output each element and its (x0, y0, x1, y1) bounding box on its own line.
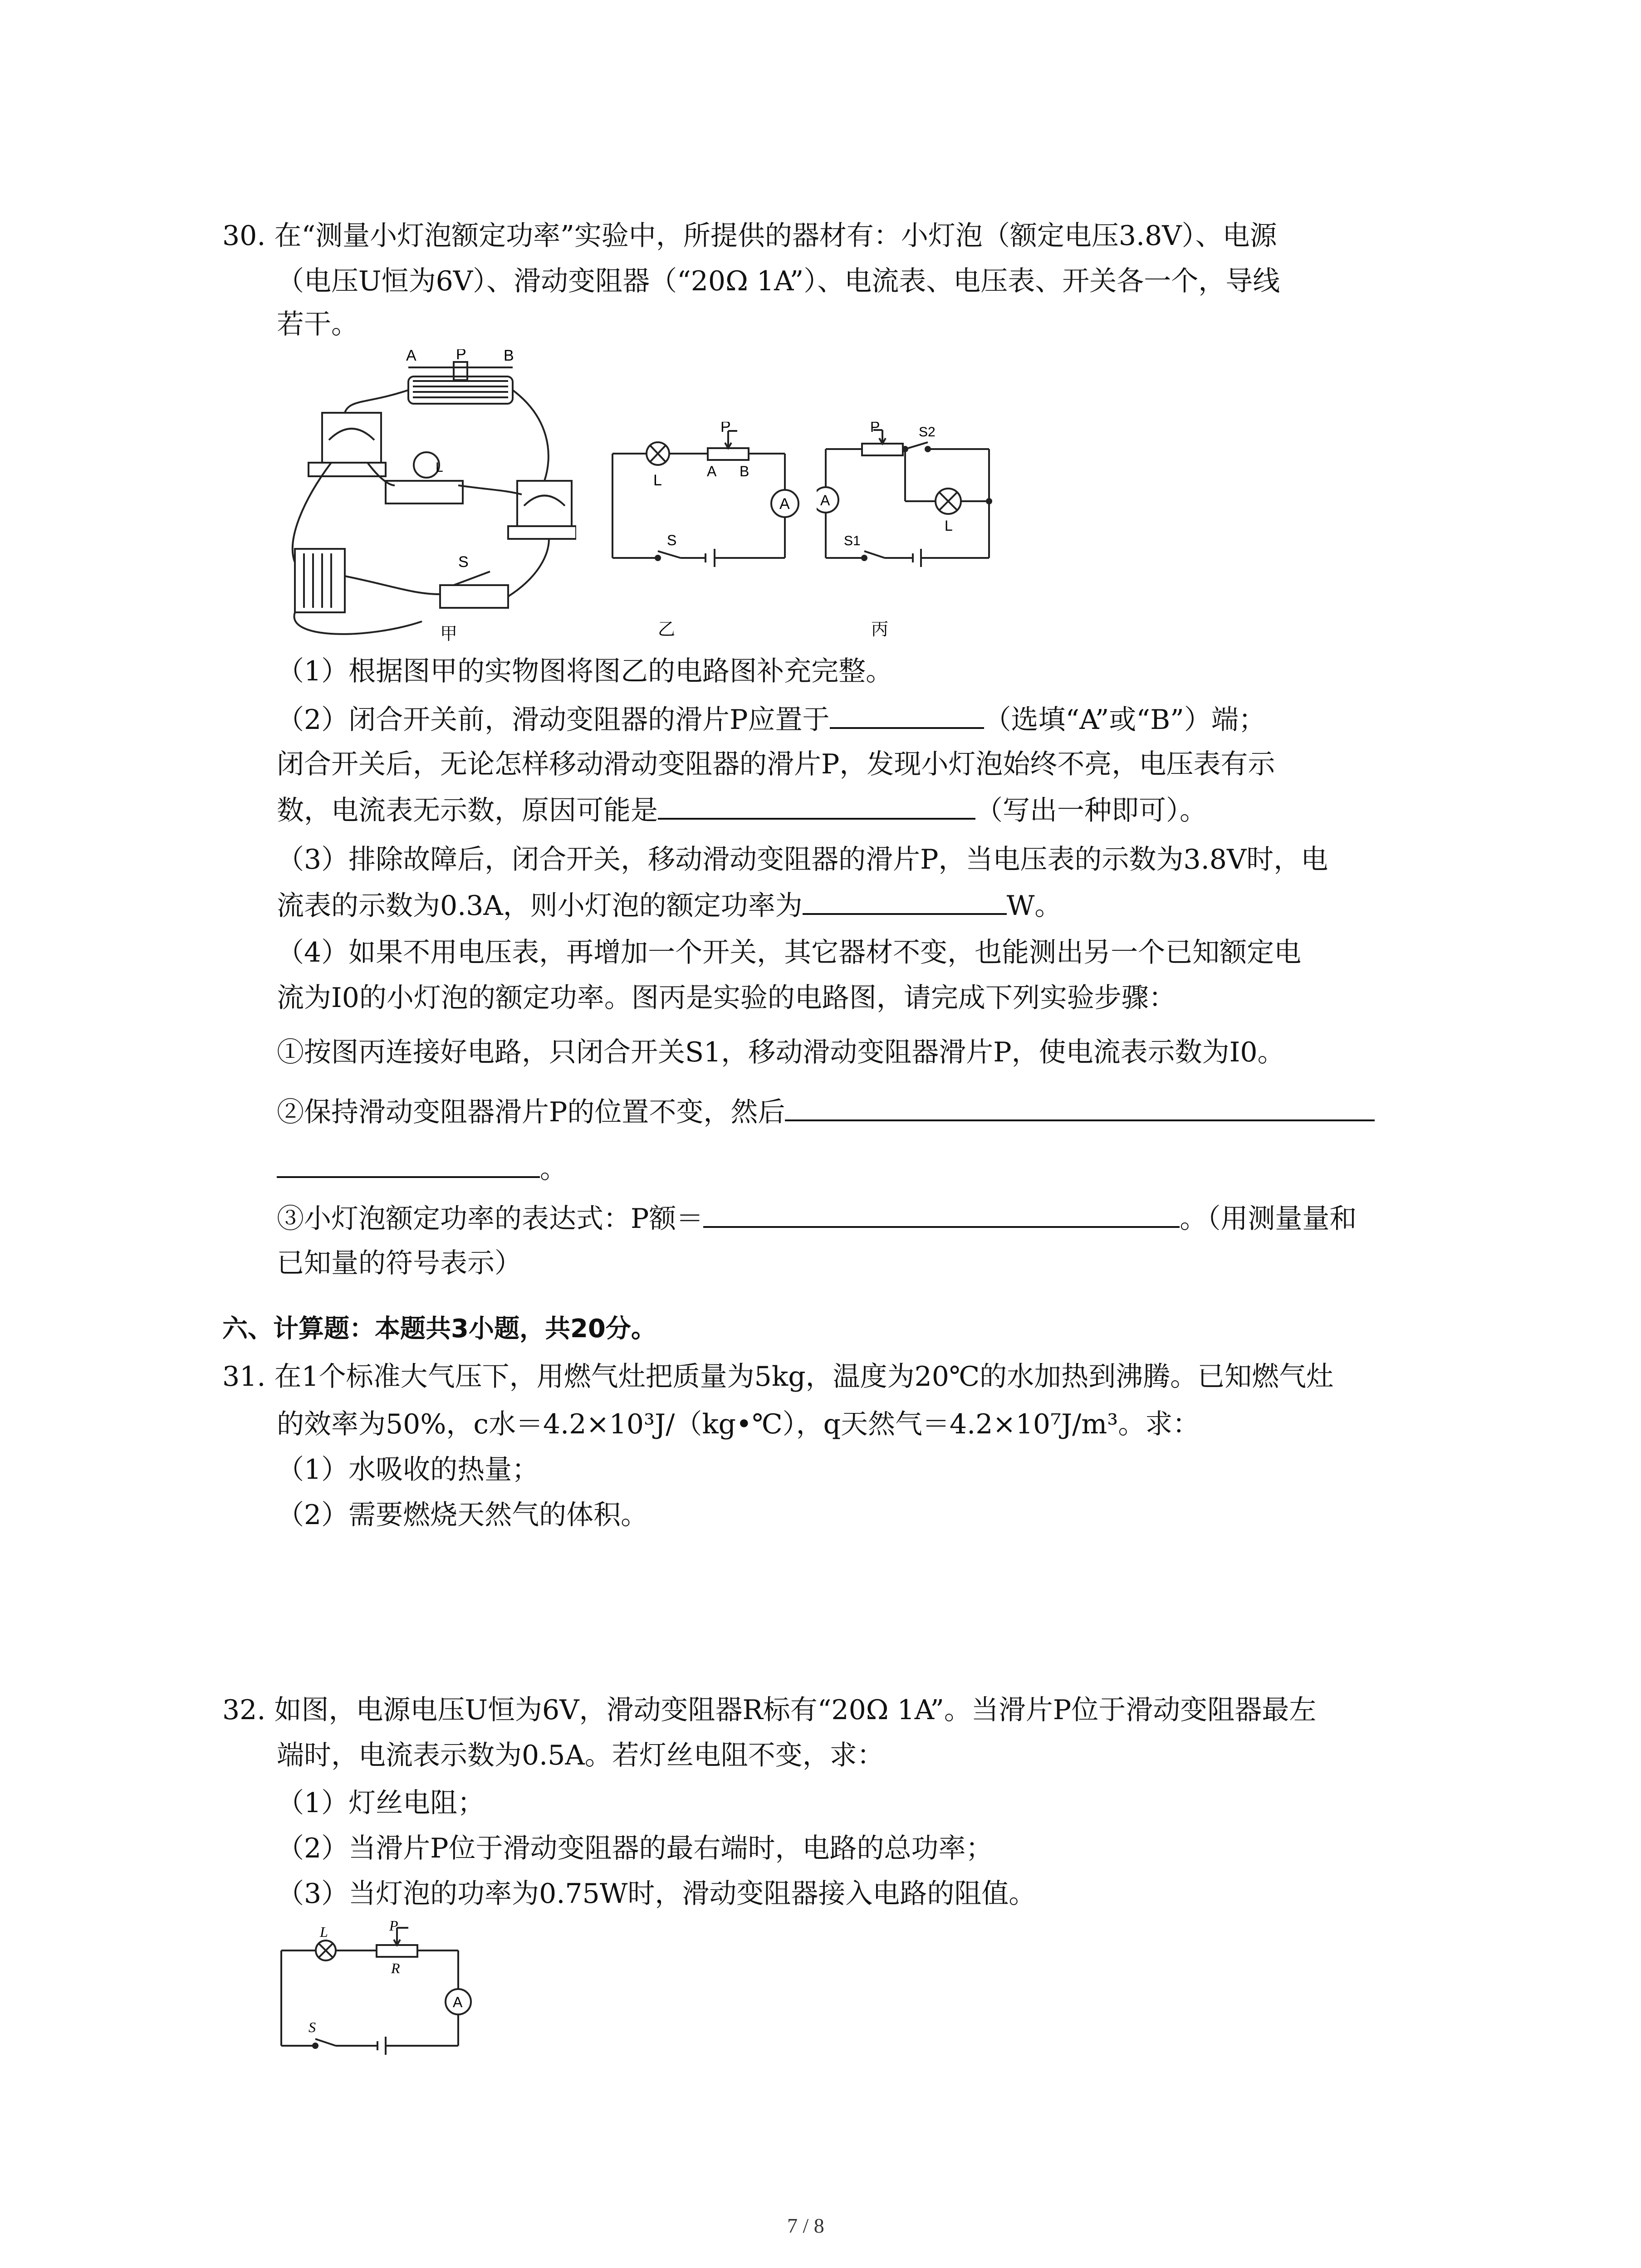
figure-yi-drawing (603, 422, 803, 644)
q30-part3-row1: （3）排除故障后，闭合开关，移动滑动变阻器的滑片P，当电压表的示数为3.8V时，电 (277, 844, 1328, 875)
yi-label-B: B (740, 463, 749, 479)
yi-label-P: P (720, 422, 731, 435)
q32-line2: 端时，电流表示数为0.5A。若灯丝电阻不变，求： (277, 1740, 884, 1771)
q30-step3-text-b: 。（用测量量和 (1180, 1203, 1357, 1235)
bing-label-P: P (870, 422, 880, 435)
q30-step2-answer-blank-1[interactable] (785, 1093, 1375, 1121)
q32-figure (272, 1919, 481, 2064)
bing-label-L: L (945, 518, 953, 534)
caption-yi: 乙 (658, 619, 676, 639)
q30-part4-row1: （4）如果不用电压表，再增加一个开关，其它器材不变，也能测出另一个已知额定电 (277, 937, 1302, 968)
q30-part3-answer-blank[interactable] (803, 887, 1007, 915)
q30-step3-row1 (277, 1200, 1357, 1237)
q30-line1: 30. 在“测量小灯泡额定功率”实验中，所提供的器材有：小灯泡（额定电压3.8V）、电源 (222, 220, 1277, 252)
q30-step1: ①按图丙连接好电路，只闭合开关S1，移动滑动变阻器滑片P，使电流表示数为I0。 (277, 1036, 1285, 1068)
q31-line2: 的效率为50%，c水＝4.2×10³J/（kg•℃），q天然气＝4.2×10⁷J/m³。求： (277, 1408, 1200, 1440)
q30-step2-text-a: ②保持滑动变阻器滑片P的位置不变，然后 (277, 1096, 785, 1128)
q30-line2: （电压U恒为6V）、滑动变阻器（“20Ω 1A”）、电流表、电压表、开关各一个，导线 (277, 265, 1280, 297)
q30-step2-answer-blank-2[interactable] (277, 1150, 540, 1178)
q32-label-S: S (309, 2019, 316, 2035)
q32-label-R: R (391, 1960, 400, 1976)
q30-part2-text-b: （选填“A”或“B”）端； (984, 704, 1266, 736)
jia-label-B: B (504, 349, 514, 364)
figure-yi (603, 422, 803, 644)
q30-step3-text-a: ③小灯泡额定功率的表达式：P额＝ (277, 1203, 704, 1235)
q31-part1: （1）水吸收的热量； (277, 1454, 539, 1486)
q32-line1: 32. 如图，电源电压U恒为6V，滑动变阻器R标有“20Ω 1A”。当滑片P位于滑动变阻器最左 (222, 1694, 1317, 1726)
bing-label-S2: S2 (919, 425, 936, 440)
q30-step2-text-b: 。 (540, 1153, 567, 1185)
q30-part3-text-b: 流表的示数为0.3A，则小灯泡的额定功率为 (277, 890, 803, 922)
caption-jia: 甲 (440, 624, 458, 644)
yi-label-meter: A (779, 495, 790, 513)
q30-part2-answer-blank-1[interactable] (830, 701, 984, 729)
q30-part2-row3 (277, 792, 1207, 829)
q30-part3-text-c: W。 (1006, 890, 1062, 922)
q30-step2-row1 (277, 1093, 1375, 1130)
jia-label-P: P (456, 349, 466, 363)
q30-step3-answer-blank[interactable] (703, 1200, 1180, 1228)
figure-bing (817, 422, 1007, 644)
bing-label-S1: S1 (844, 533, 861, 548)
q32-part2: （2）当滑片P位于滑动变阻器的最右端时，电路的总功率； (277, 1833, 993, 1864)
yi-label-L: L (653, 472, 662, 489)
q30-part2-text-d: 数，电流表无示数，原因可能是 (277, 795, 658, 826)
figure-bing-drawing (817, 422, 1007, 644)
q30-part2-text-a: （2）闭合开关前，滑动变阻器的滑片P应置于 (277, 704, 830, 736)
q30-part1: （1）根据图甲的实物图将图乙的电路图补充完整。 (277, 655, 893, 687)
q30-part2-row2: 闭合开关后，无论怎样移动滑动变阻器的滑片P，发现小灯泡始终不亮，电压表有示 (277, 748, 1275, 780)
q32-part1: （1）灯丝电阻； (277, 1787, 485, 1819)
jia-label-L: L (436, 460, 443, 475)
section-6-heading: 六、计算题：本题共3小题，共20分。 (222, 1314, 656, 1344)
q30-part2-answer-blank-2[interactable] (658, 792, 975, 820)
q32-label-meter: A (453, 1994, 463, 2010)
figure-jia (277, 349, 576, 644)
q30-step2-row2 (277, 1150, 567, 1187)
yi-label-S: S (667, 532, 677, 548)
q32-circuit-drawing (272, 1919, 481, 2064)
q30-part2-text-e: （写出一种即可）。 (975, 795, 1207, 826)
figure-jia-drawing (277, 349, 576, 644)
q30-part2-row1 (277, 701, 1266, 738)
q30-step3-row2: 已知量的符号表示） (277, 1247, 522, 1279)
caption-bing: 丙 (871, 619, 889, 639)
q32-part3: （3）当灯泡的功率为0.75W时，滑动变阻器接入电路的阻值。 (277, 1878, 1036, 1910)
jia-label-S: S (458, 553, 469, 571)
bing-label-meter: A (820, 492, 830, 508)
q31-line1: 31. 在1个标准大气压下，用燃气灶把质量为5kg，温度为20℃的水加热到沸腾。已知燃气灶 (222, 1361, 1334, 1393)
page-number: 7 / 8 (787, 2214, 824, 2237)
yi-label-A: A (707, 463, 717, 479)
q32-label-L: L (320, 1924, 328, 1940)
q30-part3-row2 (277, 887, 1062, 924)
q32-label-P: P (389, 1919, 398, 1934)
jia-label-A: A (406, 349, 416, 364)
q31-part2: （2）需要燃烧天然气的体积。 (277, 1499, 648, 1531)
q30-line3: 若干。 (277, 308, 358, 340)
q30-part4-row2: 流为I0的小灯泡的额定功率。图丙是实验的电路图，请完成下列实验步骤： (277, 982, 1176, 1014)
